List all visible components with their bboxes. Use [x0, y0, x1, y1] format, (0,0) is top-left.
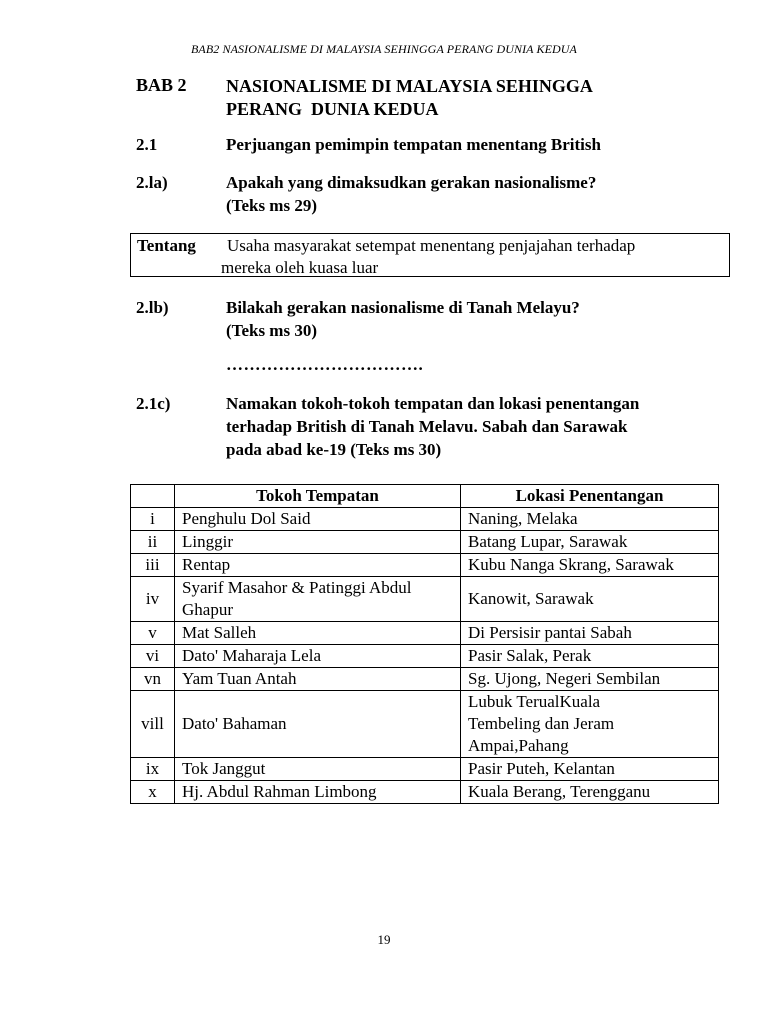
column-header-tokoh: Tokoh Tempatan [175, 485, 461, 508]
row-index: i [131, 508, 175, 531]
row-lokasi: Pasir Salak, Perak [461, 645, 719, 668]
column-header-lokasi: Lokasi Penentangan [461, 485, 719, 508]
tokoh-table [130, 484, 719, 804]
row-lokasi: Kanowit, Sarawak [461, 577, 719, 622]
chapter-title [226, 75, 736, 121]
question-3-number: 2.1c) [136, 394, 171, 413]
row-lokasi: Naning, Melaka [461, 508, 719, 531]
row-lokasi: Batang Lupar, Sarawak [461, 531, 719, 554]
question-2-line2: (Teks ms 30) [226, 321, 317, 340]
question-3-line2: terhadap British di Tanah Melavu. Sabah dan Sarawak [226, 417, 628, 436]
table-row [131, 554, 719, 577]
row-lokasi-line3: Ampai,Pahang [468, 736, 569, 755]
row-index: ix [131, 758, 175, 781]
section-title: Perjuangan pemimpin tempatan menentang British [226, 135, 601, 154]
row-index: ii [131, 531, 175, 554]
row-tokoh: Tok Janggut [175, 758, 461, 781]
row-lokasi: Pasir Puteh, Kelantan [461, 758, 719, 781]
row-tokoh-line1: Syarif Masahor & Patinggi Abdul [182, 578, 412, 597]
answer-line2: mereka oleh kuasa luar [221, 258, 379, 277]
answer-box [130, 233, 730, 277]
row-lokasi-line2: Tembeling dan Jeram [468, 714, 615, 733]
page-number: 19 [377, 932, 391, 947]
table-row [131, 691, 719, 758]
question-1-line2: (Teks ms 29) [226, 196, 317, 215]
row-tokoh: Mat Salleh [175, 622, 461, 645]
question-2-line1: Bilakah gerakan nasionalisme di Tanah Melayu? [226, 298, 580, 317]
question-3-line3: pada abad ke-19 (Teks ms 30) [226, 440, 442, 459]
table-row [131, 531, 719, 554]
question-2-number: 2.lb) [136, 298, 169, 317]
table-row [131, 508, 719, 531]
chapter-title-line1: NASIONALISME DI MALAYSIA SEHINGGA [226, 76, 593, 96]
question-1-line1: Apakah yang dimaksudkan gerakan nasionalisme? [226, 173, 597, 192]
row-tokoh: Linggir [175, 531, 461, 554]
chapter-title-line2: PERANG DUNIA KEDUA [226, 99, 439, 119]
table-row [131, 645, 719, 668]
question-1-number: 2.la) [136, 173, 168, 192]
row-index: vill [131, 691, 175, 758]
row-index: vi [131, 645, 175, 668]
row-tokoh: Dato' Bahaman [175, 691, 461, 758]
table-header-row [131, 485, 719, 508]
table-row [131, 668, 719, 691]
row-index: x [131, 781, 175, 804]
row-tokoh-line2: Ghapur [182, 600, 233, 619]
row-index: vn [131, 668, 175, 691]
row-tokoh: Dato' Maharaja Lela [175, 645, 461, 668]
chapter-number: BAB 2 [136, 75, 187, 95]
row-tokoh: Hj. Abdul Rahman Limbong [175, 781, 461, 804]
row-tokoh [175, 577, 461, 622]
row-lokasi: Kuala Berang, Terengganu [461, 781, 719, 804]
row-lokasi-line1: Lubuk TerualKuala [468, 692, 601, 711]
answer-blank: ……………………………. [226, 355, 424, 374]
section-number: 2.1 [136, 135, 158, 154]
table-row [131, 758, 719, 781]
question-3-line1: Namakan tokoh-tokoh tempatan dan lokasi penentangan [226, 394, 640, 413]
row-lokasi: Kubu Nanga Skrang, Sarawak [461, 554, 719, 577]
row-index: v [131, 622, 175, 645]
answer-label: Tentang [137, 236, 196, 255]
row-index: iv [131, 577, 175, 622]
row-lokasi [461, 691, 719, 758]
row-lokasi: Sg. Ujong, Negeri Sembilan [461, 668, 719, 691]
row-lokasi: Di Persisir pantai Sabah [461, 622, 719, 645]
table-row [131, 781, 719, 804]
column-header-index [131, 485, 175, 508]
row-tokoh: Rentap [175, 554, 461, 577]
row-tokoh: Yam Tuan Antah [175, 668, 461, 691]
table-row [131, 577, 719, 622]
table-row [131, 622, 719, 645]
row-index: iii [131, 554, 175, 577]
row-tokoh: Penghulu Dol Said [175, 508, 461, 531]
answer-line1: Usaha masyarakat setempat menentang penjajahan terhadap [227, 236, 636, 255]
running-header: BAB2 NASIONALISME DI MALAYSIA SEHINGGA PERANG DUNIA KEDUA [190, 42, 577, 56]
